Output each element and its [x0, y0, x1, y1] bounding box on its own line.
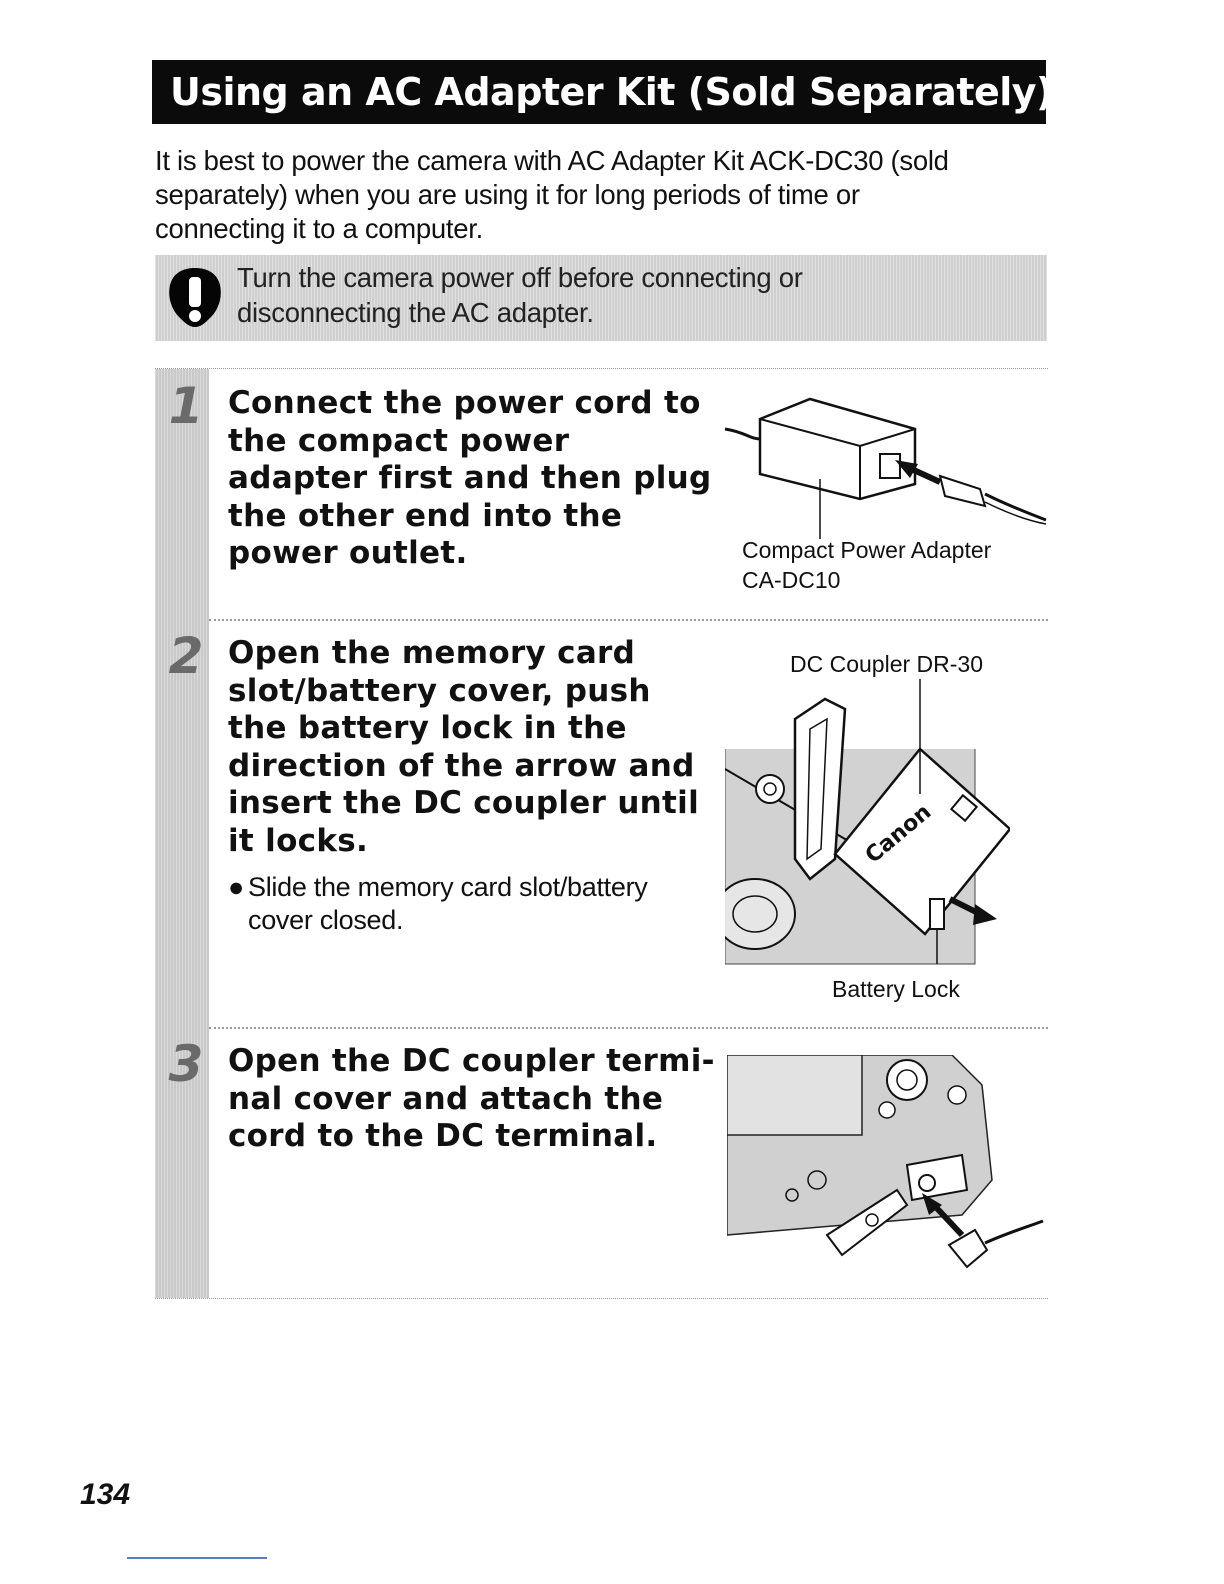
step-3	[155, 1027, 1048, 1298]
step-title-line: slot/battery cover, push	[228, 672, 651, 709]
step-number: 1	[168, 377, 204, 435]
caption-adapter-model: CA-DC10	[742, 567, 841, 593]
caution-text	[237, 260, 1027, 330]
step-title-line: it locks.	[228, 822, 369, 859]
step-separator	[209, 1027, 1048, 1029]
step-bullet	[228, 871, 718, 937]
step-title-line: cord to the DC terminal.	[228, 1118, 658, 1154]
page-title: Using an AC Adapter Kit (Sold Separately)	[152, 60, 1046, 124]
page-number: 134	[80, 1478, 131, 1511]
steps-section	[155, 368, 1048, 1299]
step-title-line: direction of the arrow and	[228, 747, 695, 784]
dc-coupler-illustration	[725, 679, 1010, 979]
step-title-line: the other end into the	[228, 497, 623, 534]
caution-box	[155, 255, 1047, 341]
caution-line: Turn the camera power off before connecting or	[237, 262, 803, 293]
step-title-line: adapter first and then plug	[228, 460, 712, 496]
step-separator	[209, 619, 1048, 621]
caution-line: disconnecting the AC adapter.	[237, 297, 594, 328]
step-number: 2	[168, 627, 204, 685]
step-title-line: insert the DC coupler until	[228, 785, 700, 821]
step-title-line: nal cover and attach the	[228, 1080, 664, 1117]
step-title-line: the battery lock in the	[228, 710, 627, 746]
dc-terminal-illustration	[727, 1055, 1045, 1275]
step-title-line: the compact power	[228, 422, 570, 459]
step-title	[228, 385, 728, 573]
step-title-line: Open the memory card	[228, 635, 636, 671]
caption-adapter-name: Compact Power Adapter	[742, 537, 992, 563]
bullet-text: Slide the memory card slot/battery	[248, 872, 648, 902]
intro-paragraph	[155, 144, 1050, 246]
step-title	[228, 635, 748, 860]
step-title-line: Connect the power cord to	[228, 385, 701, 421]
power-adapter-illustration	[720, 394, 1050, 554]
intro-line: connecting it to a computer.	[155, 213, 483, 244]
step-number: 3	[168, 1035, 204, 1093]
caution-icon	[165, 265, 225, 331]
step-1	[155, 369, 1048, 619]
step-title-line: Open the DC coupler termi-	[228, 1043, 715, 1079]
canon-brand-text: Canon	[860, 799, 937, 869]
caption-battery-lock: Battery Lock	[832, 976, 960, 1002]
caption-dc-coupler: DC Coupler DR-30	[790, 651, 984, 677]
step-2	[155, 619, 1048, 1027]
bullet-text: cover closed.	[248, 905, 404, 935]
intro-line: separately) when you are using it for long periods of time or	[155, 179, 860, 210]
bullet-marker: ●	[228, 872, 245, 902]
intro-line: It is best to power the camera with AC Adapter Kit ACK-DC30 (sold	[155, 145, 949, 176]
step-title-line: power outlet.	[228, 535, 468, 571]
step-title	[228, 1043, 748, 1156]
footer-rule	[127, 1557, 267, 1559]
